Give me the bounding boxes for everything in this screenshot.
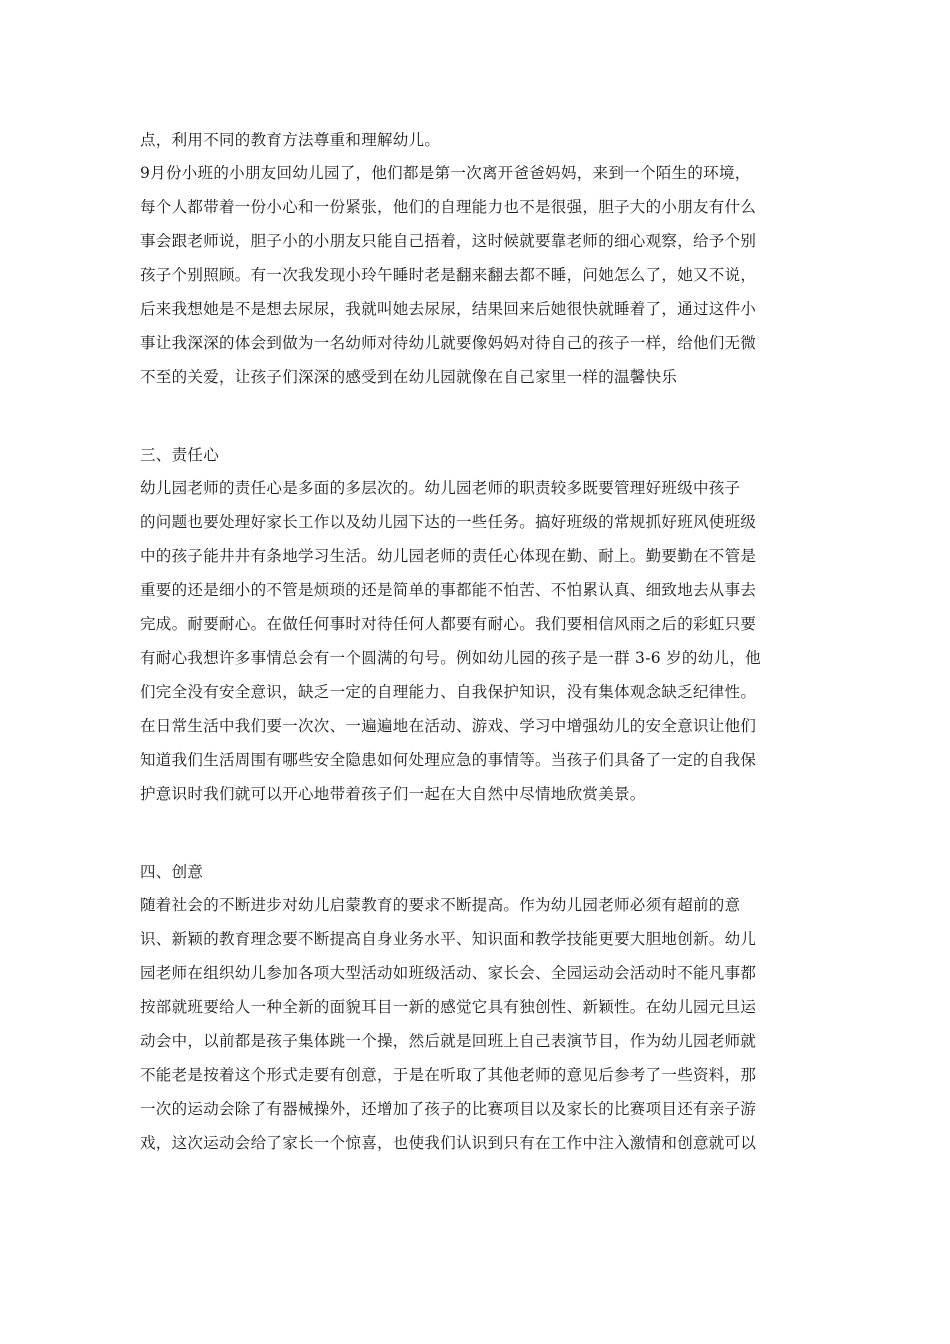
text-line: 的问题也要处理好家长工作以及幼儿园下达的一些任务。搞好班级的常规抓好班风使班级 (140, 513, 757, 531)
text-line: 有耐心我想许多事情总会有一个圆满的句号。例如幼儿园的孩子是一群 3-6 岁的幼儿，他 (140, 649, 761, 667)
text-line: 完成。耐要耐心。在做任何事时对待任何人都要有耐心。我们要相信风雨之后的彩虹只要 (140, 615, 757, 633)
text-line: 随着社会的不断进步对幼儿启蒙教育的要求不断提高。作为幼儿园老师必须有超前的意 (140, 896, 741, 914)
text-line: 护意识时我们就可以开心地带着孩子们一起在大自然中尽情地欣赏美景。 (140, 785, 646, 803)
section-heading: 四、创意 (140, 863, 204, 881)
text-line: 每个人都带着一份小心和一份紧张，他们的自理能力也不是很强，胆子大的小朋友有什么 (140, 198, 757, 216)
text-line: 幼儿园老师的责任心是多面的多层次的。幼儿园老师的职责较多既要管理好班级中孩子 (140, 479, 741, 497)
text-line: 事会跟老师说，胆子小的小朋友只能自己捂着，这时候就要靠老师的细心观察，给予个别 (140, 232, 757, 250)
text-line: 知道我们生活周围有哪些安全隐患如何处理应急的事情等。当孩子们具备了一定的自我保 (140, 751, 757, 769)
text-line: 戏，这次运动会给了家长一个惊喜，也使我们认识到只有在工作中注入激情和创意就可以 (140, 1134, 757, 1152)
text-line: 孩子个别照顾。有一次我发现小玲午睡时老是翻来翻去都不睡，问她怎么了，她又不说， (140, 266, 757, 284)
text-line: 不至的关爱，让孩子们深深的感受到在幼儿园就像在自己家里一样的温馨快乐 (140, 368, 678, 386)
text-line: 后来我想她是不是想去尿尿，我就叫她去尿尿，结果回来后她很快就睡着了，通过这件小 (140, 300, 757, 318)
text-line: 事让我深深的体会到做为一名幼师对待幼儿就要像妈妈对待自己的孩子一样，给他们无微 (140, 334, 757, 352)
text-line: 9月份小班的小朋友回幼儿园了，他们都是第一次离开爸爸妈妈，来到一个陌生的环境， (140, 164, 751, 182)
text-line: 点，利用不同的教育方法尊重和理解幼儿。 (140, 131, 441, 149)
text-line: 中的孩子能井井有条地学习生活。幼儿园老师的责任心体现在勤、耐上。勤要勤在不管是 (140, 547, 757, 565)
text-line: 动会中，以前都是孩子集体跳一个操，然后就是回班上自己表演节目，作为幼儿园老师就 (140, 1032, 757, 1050)
text-line: 们完全没有安全意识，缺乏一定的自理能力、自我保护知识，没有集体观念缺乏纪律性。 (140, 683, 757, 701)
text-line: 园老师在组织幼儿参加各项大型活动如班级活动、家长会、全园运动会活动时不能凡事都 (140, 964, 757, 982)
text-line: 不能老是按着这个形式走要有创意，于是在听取了其他老师的意见后参考了一些资料，那 (140, 1066, 757, 1084)
text-line: 识、新颖的教育理念要不断提高自身业务水平、知识面和教学技能更要大胆地创新。幼儿 (140, 930, 757, 948)
text-line: 按部就班要给人一种全新的面貌耳目一新的感觉它具有独创性、新颖性。在幼儿园元旦运 (140, 998, 757, 1016)
text-line: 在日常生活中我们要一次次、一遍遍地在活动、游戏、学习中增强幼儿的安全意识让他们 (140, 717, 757, 735)
section-heading: 三、责任心 (140, 446, 220, 464)
text-line: 一次的运动会除了有器械操外，还增加了孩子的比赛项目以及家长的比赛项目还有亲子游 (140, 1100, 757, 1118)
text-line: 重要的还是细小的不管是烦琐的还是简单的事都能不怕苦、不怕累认真、细致地去从事去 (140, 581, 757, 599)
